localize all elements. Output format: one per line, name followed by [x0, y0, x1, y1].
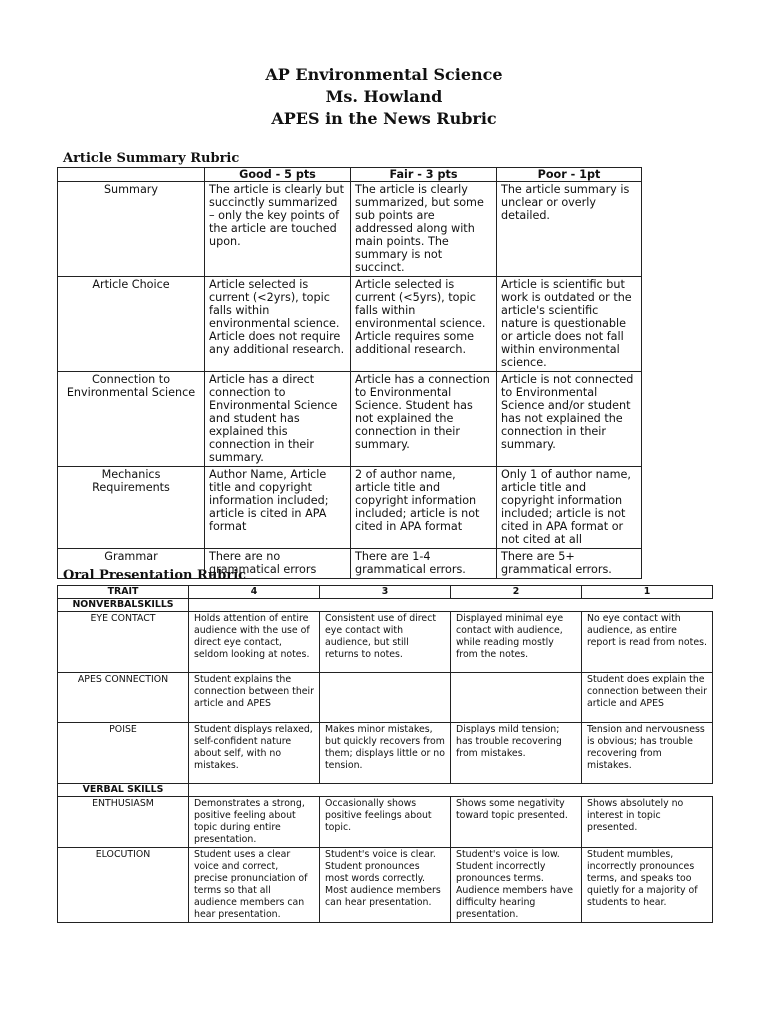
group-label: NONVERBALSKILLS: [58, 599, 189, 612]
score-2-cell: Shows some negativity toward topic presented.: [451, 797, 582, 848]
fair-cell: 2 of author name, article title and copyright information included; article is not cited in APA format: [351, 467, 497, 549]
trait-cell: ENTHUSIASM: [58, 797, 189, 848]
score-2-cell: Displayed minimal eye contact with audience, while reading mostly from the notes.: [451, 612, 582, 673]
score-3-cell: [320, 673, 451, 723]
article-summary-rubric-table: [57, 167, 642, 579]
oral-rubric-title: Oral Presentation Rubric: [63, 568, 247, 583]
score-3-cell: Student's voice is clear. Student pronounces most words correctly. Most audience members can hear presentation.: [320, 848, 451, 923]
criterion-cell: Summary: [58, 182, 205, 277]
column-header: 2: [451, 586, 582, 599]
table-row: [58, 372, 642, 467]
column-header: Good - 5 pts: [205, 168, 351, 182]
table-row: [58, 612, 713, 673]
score-4-cell: Holds attention of entire audience with the use of direct eye contact, seldom looking at notes.: [189, 612, 320, 673]
rubric-title: APES in the News Rubric: [271, 109, 497, 128]
group-spacer: [189, 784, 713, 797]
table-header-row: [58, 586, 713, 599]
trait-cell: ELOCUTION: [58, 848, 189, 923]
score-4-cell: Demonstrates a strong, positive feeling about topic during entire presentation.: [189, 797, 320, 848]
table-row: [58, 673, 713, 723]
column-header: 4: [189, 586, 320, 599]
trait-cell: POISE: [58, 723, 189, 784]
score-3-cell: Occasionally shows positive feelings about topic.: [320, 797, 451, 848]
group-label: VERBAL SKILLS: [58, 784, 189, 797]
good-cell: The article is clearly but succinctly summarized – only the key points of the article are touched upon.: [205, 182, 351, 277]
criterion-cell: Grammar: [58, 549, 205, 579]
trait-cell: APES CONNECTION: [58, 673, 189, 723]
poor-cell: Article is scientific but work is outdated or the article's scientific nature is questionable or article does not fall within environmental science.: [497, 277, 642, 372]
score-2-cell: Student's voice is low. Student incorrectly pronounces terms. Audience members have difficulty hearing presentation.: [451, 848, 582, 923]
good-cell: Article has a direct connection to Environmental Science and student has explained this connection in their summary.: [205, 372, 351, 467]
good-cell: Author Name, Article title and copyright information included; article is cited in APA format: [205, 467, 351, 549]
fair-cell: Article has a connection to Environmental Science. Student has not explained the connection in their summary.: [351, 372, 497, 467]
fair-cell: The article is clearly summarized, but some sub points are addressed along with main points. The summary is not succinct.: [351, 182, 497, 277]
poor-cell: The article summary is unclear or overly detailed.: [497, 182, 642, 277]
criterion-cell: Mechanics Requirements: [58, 467, 205, 549]
group-row: [58, 784, 713, 797]
score-1-cell: Tension and nervousness is obvious; has trouble recovering from mistakes.: [582, 723, 713, 784]
trait-cell: EYE CONTACT: [58, 612, 189, 673]
score-1-cell: No eye contact with audience, as entire report is read from notes.: [582, 612, 713, 673]
poor-cell: There are 5+ grammatical errors.: [497, 549, 642, 579]
good-cell: There are no grammatical errors: [205, 549, 351, 579]
score-2-cell: Displays mild tension; has trouble recovering from mistakes.: [451, 723, 582, 784]
course-title: AP Environmental Science: [265, 65, 503, 84]
score-3-cell: Makes minor mistakes, but quickly recovers from them; displays little or no tension.: [320, 723, 451, 784]
document-header: [0, 64, 768, 130]
score-3-cell: Consistent use of direct eye contact with audience, but still returns to notes.: [320, 612, 451, 673]
table-row: [58, 723, 713, 784]
column-header: 3: [320, 586, 451, 599]
score-4-cell: Student uses a clear voice and correct, precise pronunciation of terms so that all audience members can hear presentation.: [189, 848, 320, 923]
fair-cell: Article selected is current (<5yrs), topic falls within environmental science. Article requires some additional research.: [351, 277, 497, 372]
table-row: [58, 277, 642, 372]
column-header: [58, 168, 205, 182]
good-cell: Article selected is current (<2yrs), topic falls within environmental science. Article does not require any additional research.: [205, 277, 351, 372]
table-row: [58, 848, 713, 923]
poor-cell: Only 1 of author name, article title and copyright information included; article is not cited in APA format or not cited at all: [497, 467, 642, 549]
column-header: Poor - 1pt: [497, 168, 642, 182]
table-row: [58, 797, 713, 848]
article-rubric-title: Article Summary Rubric: [63, 151, 240, 166]
teacher-name: Ms. Howland: [325, 87, 443, 106]
score-4-cell: Student explains the connection between their article and APES: [189, 673, 320, 723]
poor-cell: Article is not connected to Environmental Science and/or student has not explained the connection in their summary.: [497, 372, 642, 467]
table-header-row: [58, 168, 642, 182]
table-row: [58, 467, 642, 549]
oral-presentation-rubric-table: [57, 585, 713, 923]
column-header: 1: [582, 586, 713, 599]
column-header: TRAIT: [58, 586, 189, 599]
score-1-cell: Student does explain the connection between their article and APES: [582, 673, 713, 723]
score-1-cell: Student mumbles, incorrectly pronounces terms, and speaks too quietly for a majority of students to hear.: [582, 848, 713, 923]
group-spacer: [189, 599, 713, 612]
score-2-cell: [451, 673, 582, 723]
table-row: [58, 182, 642, 277]
column-header: Fair - 3 pts: [351, 168, 497, 182]
criterion-cell: Connection to Environmental Science: [58, 372, 205, 467]
group-row: [58, 599, 713, 612]
fair-cell: There are 1-4 grammatical errors.: [351, 549, 497, 579]
score-4-cell: Student displays relaxed, self-confident nature about self, with no mistakes.: [189, 723, 320, 784]
score-1-cell: Shows absolutely no interest in topic presented.: [582, 797, 713, 848]
criterion-cell: Article Choice: [58, 277, 205, 372]
